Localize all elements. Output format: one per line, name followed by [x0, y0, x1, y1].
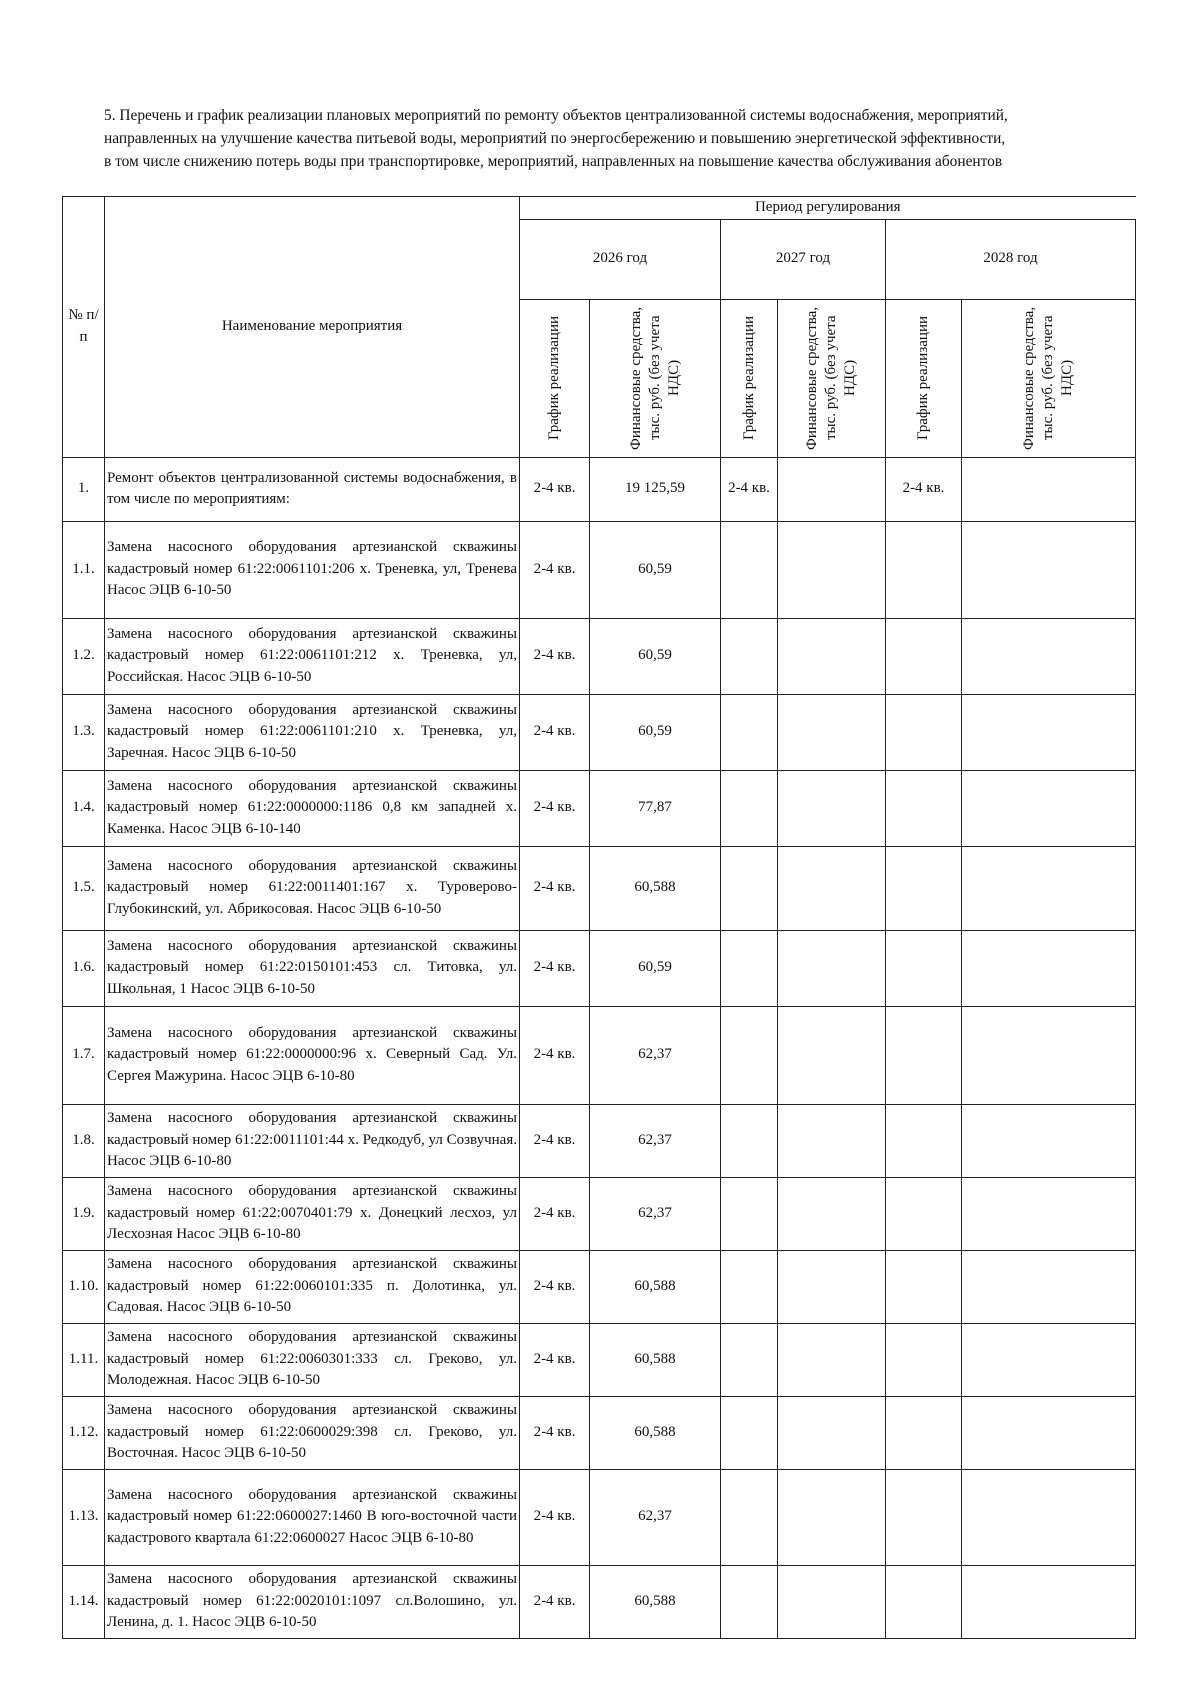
row-num: 1.14.: [63, 1565, 105, 1638]
row-name: Замена насосного оборудования артезианской скважины кадастровый номер 61:22:0060101:335 п. Долотинка, ул. Садовая. Насос ЭЦВ 6-10-50: [105, 1250, 520, 1323]
row-num: 1.11.: [63, 1323, 105, 1396]
total-2026-schedule: 2-4 кв.: [520, 457, 590, 521]
row-finance: 62,37: [590, 1469, 721, 1565]
row-finance: 60,588: [590, 1396, 721, 1469]
header-year-2028: 2028 год: [886, 219, 1136, 299]
row-empty-cell: [886, 1323, 962, 1396]
row-finance: 60,59: [590, 694, 721, 770]
row-num: 1.3.: [63, 694, 105, 770]
row-finance: 60,59: [590, 521, 721, 618]
row-name: Замена насосного оборудования артезианской скважины кадастровый номер 61:22:0600029:398 сл. Греково, ул. Восточная. Насос ЭЦВ 6-10-50: [105, 1396, 520, 1469]
row-name: Замена насосного оборудования артезианской скважины кадастровый номер 61:22:0600027:1460 В юго-восточной части кадастрового квартала 61:22:0600027 Насос ЭЦВ 6-10-80: [105, 1469, 520, 1565]
row-name: Замена насосного оборудования артезианской скважины кадастровый номер 61:22:0011401:167 х. Туроверово-Глубокинский, ул. Абрикосовая. Насос ЭЦВ 6-10-50: [105, 846, 520, 930]
intro-line-1: 5. Перечень и график реализации плановых мероприятий по ремонту объектов централизованной системы водоснабжения, мероприятий,: [104, 107, 1008, 124]
row-schedule: 2-4 кв.: [520, 1006, 590, 1104]
row-finance: 60,59: [590, 930, 721, 1006]
header-period: Период регулирования: [520, 197, 1136, 220]
header-year-2026: 2026 год: [520, 219, 721, 299]
row-name: Замена насосного оборудования артезианской скважины кадастровый номер 61:22:0061101:210 х. Треневка, ул, Заречная. Насос ЭЦВ 6-10-50: [105, 694, 520, 770]
row-empty-cell: [778, 1250, 886, 1323]
total-2028-schedule: 2-4 кв.: [886, 457, 962, 521]
row-num: 1.6.: [63, 930, 105, 1006]
row-empty-cell: [886, 930, 962, 1006]
total-name: Ремонт объектов централизованной системы водоснабжения, в том числе по мероприятиям:: [105, 457, 520, 521]
total-num: 1.: [63, 457, 105, 521]
header-schedule-2026: График реализации: [520, 299, 590, 457]
row-num: 1.1.: [63, 521, 105, 618]
row-num: 1.2.: [63, 618, 105, 694]
row-empty-cell: [721, 521, 778, 618]
table-row: [63, 1006, 1136, 1104]
table-row: [63, 930, 1136, 1006]
header-num: № п/п: [63, 197, 105, 458]
header-schedule-2027: График реализации: [721, 299, 778, 457]
row-empty-cell: [721, 1177, 778, 1250]
table-row: [63, 1469, 1136, 1565]
total-2027-schedule: 2-4 кв.: [721, 457, 778, 521]
table-row: [63, 846, 1136, 930]
row-empty-cell: [778, 618, 886, 694]
table-row: [63, 1565, 1136, 1638]
row-empty-cell: [721, 618, 778, 694]
row-finance: 62,37: [590, 1006, 721, 1104]
row-empty-cell: [778, 1177, 886, 1250]
row-schedule: 2-4 кв.: [520, 521, 590, 618]
table-row: [63, 618, 1136, 694]
row-num: 1.9.: [63, 1177, 105, 1250]
row-empty-cell: [962, 846, 1136, 930]
row-num: 1.7.: [63, 1006, 105, 1104]
row-schedule: 2-4 кв.: [520, 1396, 590, 1469]
row-empty-cell: [962, 930, 1136, 1006]
intro-line-3: в том числе снижению потерь воды при транспортировке, мероприятий, направленных на повышение качества обслуживания абонентов: [104, 153, 1003, 170]
row-schedule: 2-4 кв.: [520, 1565, 590, 1638]
row-empty-cell: [886, 694, 962, 770]
row-num: 1.13.: [63, 1469, 105, 1565]
row-name: Замена насосного оборудования артезианской скважины кадастровый номер 61:22:0070401:79 х. Донецкий лесхоз, ул Лесхозная Насос ЭЦВ 6-10-80: [105, 1177, 520, 1250]
row-empty-cell: [962, 521, 1136, 618]
row-schedule: 2-4 кв.: [520, 770, 590, 846]
row-empty-cell: [962, 618, 1136, 694]
header-year-2027: 2027 год: [721, 219, 886, 299]
row-name: Замена насосного оборудования артезианской скважины кадастровый номер 61:22:0061101:212 х. Треневка, ул, Российская. Насос ЭЦВ 6-10-50: [105, 618, 520, 694]
row-schedule: 2-4 кв.: [520, 694, 590, 770]
row-name: Замена насосного оборудования артезианской скважины кадастровый номер 61:22:0150101:453 сл. Титовка, ул. Школьная, 1 Насос ЭЦВ 6-10-50: [105, 930, 520, 1006]
row-empty-cell: [721, 694, 778, 770]
intro-line-2: направленных на улучшение качества питьевой воды, мероприятий по энергосбережению и повышению энергетической эффективности,: [104, 130, 1006, 147]
row-name: Замена насосного оборудования артезианской скважины кадастровый номер 61:22:0011101:44 х. Редкодуб, ул Созвучная. Насос ЭЦВ 6-10-80: [105, 1104, 520, 1177]
row-empty-cell: [886, 1250, 962, 1323]
row-empty-cell: [962, 1565, 1136, 1638]
row-schedule: 2-4 кв.: [520, 1177, 590, 1250]
row-name: Замена насосного оборудования артезианской скважины кадастровый номер 61:22:0060301:333 сл. Греково, ул. Молодежная. Насос ЭЦВ 6-10-50: [105, 1323, 520, 1396]
row-finance: 60,588: [590, 846, 721, 930]
row-empty-cell: [886, 1469, 962, 1565]
row-empty-cell: [886, 618, 962, 694]
row-empty-cell: [962, 694, 1136, 770]
total-row: [63, 457, 1136, 521]
row-num: 1.5.: [63, 846, 105, 930]
row-empty-cell: [962, 1396, 1136, 1469]
row-empty-cell: [778, 1006, 886, 1104]
row-empty-cell: [962, 1323, 1136, 1396]
row-empty-cell: [778, 770, 886, 846]
row-empty-cell: [886, 770, 962, 846]
row-num: 1.10.: [63, 1250, 105, 1323]
row-schedule: 2-4 кв.: [520, 1250, 590, 1323]
measures-table: [62, 196, 1136, 1639]
row-empty-cell: [886, 521, 962, 618]
table-row: [63, 1104, 1136, 1177]
row-empty-cell: [962, 1006, 1136, 1104]
row-empty-cell: [778, 521, 886, 618]
header-schedule-2028: График реализации: [886, 299, 962, 457]
row-empty-cell: [721, 1565, 778, 1638]
header-finance-2026: Финансовые средства, тыс. руб. (без учета НДС): [590, 299, 721, 457]
row-empty-cell: [962, 1469, 1136, 1565]
row-empty-cell: [778, 694, 886, 770]
row-empty-cell: [778, 1565, 886, 1638]
row-schedule: 2-4 кв.: [520, 1469, 590, 1565]
table-row: [63, 694, 1136, 770]
row-empty-cell: [721, 1006, 778, 1104]
row-num: 1.12.: [63, 1396, 105, 1469]
row-name: Замена насосного оборудования артезианской скважины кадастровый номер 61:22:0000000:1186 0,8 км западней х. Каменка. Насос ЭЦВ 6-10-140: [105, 770, 520, 846]
row-empty-cell: [721, 1396, 778, 1469]
row-empty-cell: [962, 770, 1136, 846]
row-empty-cell: [721, 930, 778, 1006]
row-empty-cell: [721, 770, 778, 846]
header-finance-2028: Финансовые средства, тыс. руб. (без учета НДС): [962, 299, 1136, 457]
row-empty-cell: [721, 1469, 778, 1565]
row-num: 1.8.: [63, 1104, 105, 1177]
row-schedule: 2-4 кв.: [520, 618, 590, 694]
table-row: [63, 1177, 1136, 1250]
row-finance: 60,588: [590, 1323, 721, 1396]
row-empty-cell: [721, 1104, 778, 1177]
row-empty-cell: [721, 846, 778, 930]
total-2027-finance: [778, 457, 886, 521]
row-empty-cell: [886, 1177, 962, 1250]
table-row: [63, 1396, 1136, 1469]
row-finance: 77,87: [590, 770, 721, 846]
row-schedule: 2-4 кв.: [520, 846, 590, 930]
row-empty-cell: [778, 1469, 886, 1565]
row-empty-cell: [886, 1396, 962, 1469]
row-empty-cell: [778, 846, 886, 930]
row-schedule: 2-4 кв.: [520, 1104, 590, 1177]
table-row: [63, 521, 1136, 618]
row-finance: 62,37: [590, 1177, 721, 1250]
row-schedule: 2-4 кв.: [520, 930, 590, 1006]
row-name: Замена насосного оборудования артезианской скважины кадастровый номер 61:22:0020101:1097 сл.Волошино, ул. Ленина, д. 1. Насос ЭЦВ 6-10-50: [105, 1565, 520, 1638]
row-empty-cell: [962, 1250, 1136, 1323]
row-empty-cell: [886, 846, 962, 930]
row-empty-cell: [886, 1006, 962, 1104]
row-finance: 60,588: [590, 1565, 721, 1638]
row-empty-cell: [778, 1323, 886, 1396]
row-name: Замена насосного оборудования артезианской скважины кадастровый номер 61:22:0000000:96 х. Северный Сад. Ул. Сергея Мажурина. Насос ЭЦВ 6-10-80: [105, 1006, 520, 1104]
total-2028-finance: [962, 457, 1136, 521]
total-2026-finance: 19 125,59: [590, 457, 721, 521]
row-finance: 62,37: [590, 1104, 721, 1177]
row-empty-cell: [721, 1250, 778, 1323]
row-empty-cell: [721, 1323, 778, 1396]
row-schedule: 2-4 кв.: [520, 1323, 590, 1396]
table-row: [63, 1250, 1136, 1323]
row-empty-cell: [962, 1104, 1136, 1177]
row-empty-cell: [778, 930, 886, 1006]
header-finance-2027: Финансовые средства, тыс. руб. (без учета НДС): [778, 299, 886, 457]
table-row: [63, 1323, 1136, 1396]
row-empty-cell: [886, 1565, 962, 1638]
row-empty-cell: [778, 1104, 886, 1177]
row-finance: 60,59: [590, 618, 721, 694]
row-empty-cell: [962, 1177, 1136, 1250]
row-finance: 60,588: [590, 1250, 721, 1323]
row-name: Замена насосного оборудования артезианской скважины кадастровый номер 61:22:0061101:206 х. Треневка, ул, Тренева Насос ЭЦВ 6-10-50: [105, 521, 520, 618]
row-empty-cell: [778, 1396, 886, 1469]
table-row: [63, 770, 1136, 846]
row-num: 1.4.: [63, 770, 105, 846]
intro-text: [104, 104, 1136, 173]
row-empty-cell: [886, 1104, 962, 1177]
header-name: Наименование мероприятия: [105, 197, 520, 458]
